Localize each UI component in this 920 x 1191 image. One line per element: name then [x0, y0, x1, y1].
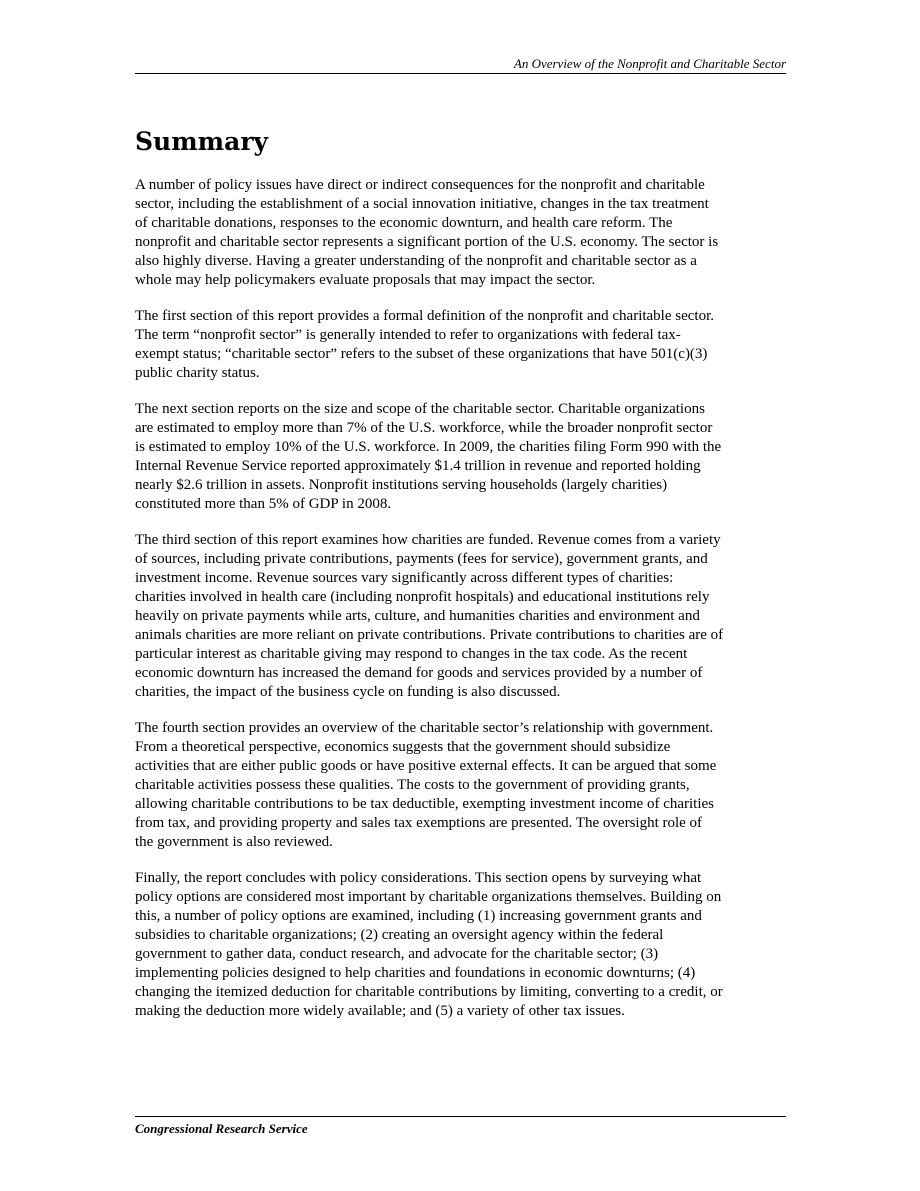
- paragraph-line: allowing charitable contributions to be tax deductible, exempting investment income of charities: [135, 796, 715, 812]
- paragraph-line: animals charities are more reliant on private contributions. Private contributions to charities are of: [135, 627, 724, 643]
- paragraph-line: The first section of this report provides a formal definition of the nonprofit and charitable sector.: [135, 308, 714, 324]
- paragraph-line: nonprofit and charitable sector represents a significant portion of the U.S. economy. The sector is: [135, 234, 719, 250]
- paragraph-line: of sources, including private contributions, payments (fees for service), government grants, and: [135, 551, 708, 567]
- paragraph-line: Internal Revenue Service reported approximately $1.4 trillion in revenue and reported holding: [135, 458, 701, 474]
- page-footer: [135, 1116, 786, 1136]
- paragraph-line: are estimated to employ more than 7% of the U.S. workforce, while the broader nonprofit sector: [135, 420, 713, 436]
- paragraph-line: government to gather data, conduct research, and advocate for the charitable sector; (3): [135, 946, 659, 962]
- paragraph-line: heavily on private payments while arts, culture, and humanities charities and environment and: [135, 608, 700, 624]
- paragraph-line: exempt status; “charitable sector” refers to the subset of these organizations that have 501(c)(3): [135, 346, 708, 362]
- paragraph-line: public charity status.: [135, 365, 260, 381]
- paragraph-line: charities involved in health care (including nonprofit hospitals) and educational institutions rely: [135, 589, 710, 605]
- running-header-title: An Overview of the Nonprofit and Charitable Sector: [513, 56, 786, 71]
- paragraph-line: this, a number of policy options are examined, including (1) increasing government grants and: [135, 908, 702, 924]
- summary-paragraph: [135, 176, 790, 290]
- paragraph-line: from tax, and providing property and sales tax exemptions are presented. The oversight role of: [135, 815, 703, 831]
- paragraph-line: From a theoretical perspective, economics suggests that the government should subsidize: [135, 739, 671, 755]
- paragraph-line: also highly diverse. Having a greater understanding of the nonprofit and charitable sector as a: [135, 253, 697, 269]
- summary-paragraph: [135, 719, 790, 852]
- paragraph-line: investment income. Revenue sources vary significantly across different types of charities:: [135, 570, 674, 586]
- paragraph-line: A number of policy issues have direct or indirect consequences for the nonprofit and charitable: [135, 177, 705, 193]
- paragraph-line: the government is also reviewed.: [135, 834, 333, 850]
- paragraph-line: particular interest as charitable giving may respond to changes in the tax code. As the recent: [135, 646, 688, 662]
- summary-paragraph: [135, 869, 790, 1021]
- paragraph-line: Finally, the report concludes with policy considerations. This section opens by surveying what: [135, 870, 702, 886]
- summary-heading: Summary: [135, 127, 269, 156]
- summary-body: [135, 176, 790, 1038]
- paragraph-line: nearly $2.6 trillion in assets. Nonprofit institutions serving households (largely charities): [135, 477, 668, 493]
- paragraph-line: constituted more than 5% of GDP in 2008.: [135, 496, 392, 512]
- paragraph-line: is estimated to employ 10% of the U.S. workforce. In 2009, the charities filing Form 990 with the: [135, 439, 722, 455]
- paragraph-line: of charitable donations, responses to the economic downturn, and health care reform. The: [135, 215, 673, 231]
- paragraph-line: charitable activities possess these qualities. The costs to the government of providing grants,: [135, 777, 690, 793]
- paragraph-line: subsidies to charitable organizations; (2) creating an oversight agency within the federal: [135, 927, 664, 943]
- paragraph-line: economic downturn has increased the demand for goods and services provided by a number of: [135, 665, 703, 681]
- paragraph-line: making the deduction more widely available; and (5) a variety of other tax issues.: [135, 1003, 625, 1019]
- paragraph-line: charities, the impact of the business cycle on funding is also discussed.: [135, 684, 561, 700]
- paragraph-line: The third section of this report examines how charities are funded. Revenue comes from a variety: [135, 532, 721, 548]
- paragraph-line: The next section reports on the size and scope of the charitable sector. Charitable organizations: [135, 401, 705, 417]
- footer-publisher: Congressional Research Service: [135, 1121, 308, 1136]
- paragraph-line: policy options are considered most important by charitable organizations themselves. Building on: [135, 889, 722, 905]
- paragraph-line: activities that are either public goods or have positive external effects. It can be argued that some: [135, 758, 717, 774]
- paragraph-line: The term “nonprofit sector” is generally intended to refer to organizations with federal tax-: [135, 327, 681, 343]
- paragraph-line: The fourth section provides an overview of the charitable sector’s relationship with government.: [135, 720, 714, 736]
- paragraph-line: implementing policies designed to help charities and foundations in economic downturns; (4): [135, 965, 696, 981]
- summary-paragraph: [135, 400, 790, 514]
- paragraph-line: sector, including the establishment of a social innovation initiative, changes in the tax treatment: [135, 196, 709, 212]
- page-header: [135, 56, 786, 74]
- summary-paragraph: [135, 307, 790, 383]
- paragraph-line: changing the itemized deduction for charitable contributions by limiting, converting to a credit, or: [135, 984, 723, 1000]
- summary-paragraph: [135, 531, 790, 702]
- paragraph-line: whole may help policymakers evaluate proposals that may impact the sector.: [135, 272, 596, 288]
